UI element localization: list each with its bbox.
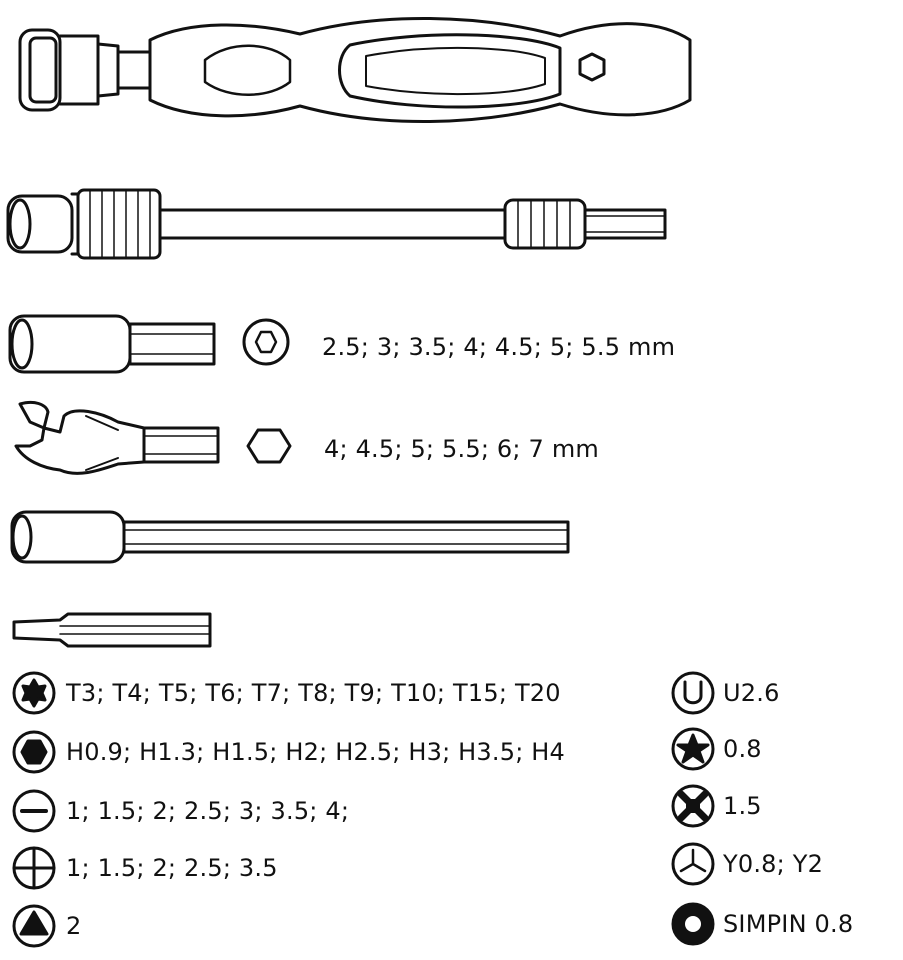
hexagon-icon xyxy=(248,430,290,462)
triangle-bits-label: 2 xyxy=(66,912,82,940)
extension-bar xyxy=(8,190,665,258)
long-socket-bit xyxy=(12,512,568,562)
pentalobe-bits-label: 0.8 xyxy=(723,735,762,763)
phillips-bits-label: 1; 1.5; 2; 2.5; 3.5 xyxy=(66,854,278,882)
triangle-icon xyxy=(14,906,54,946)
square-cross-icon xyxy=(673,786,713,826)
slotted-bits-label: 1; 1.5; 2; 2.5; 3; 3.5; 4; xyxy=(66,797,350,825)
hex-bits-label: H0.9; H1.3; H1.5; H2; H2.5; H3; H3.5; H4 xyxy=(66,738,566,766)
spanner-bit xyxy=(16,402,218,473)
u-type-bits-label: U2.6 xyxy=(723,679,780,707)
flat-bit xyxy=(14,614,210,646)
sim-pin-bits-label: SIMPIN 0.8 xyxy=(723,910,854,938)
tri-wing-icon xyxy=(673,844,713,884)
phillips-icon xyxy=(14,848,54,888)
pentalobe-icon xyxy=(673,729,713,769)
hex-socket-sizes-label: 2.5; 3; 3.5; 4; 4.5; 5; 5.5 mm xyxy=(322,333,676,361)
hex-socket-bit xyxy=(10,316,214,372)
square-cross-bits-label: 1.5 xyxy=(723,792,762,820)
u-type-icon xyxy=(673,673,713,713)
torx-icon xyxy=(14,673,54,713)
hex-nut-icon xyxy=(244,320,288,364)
spanner-sizes-label: 4; 4.5; 5; 5.5; 6; 7 mm xyxy=(324,435,599,463)
slotted-icon xyxy=(14,791,54,831)
screwdriver-handle xyxy=(20,18,690,121)
tri-wing-bits-label: Y0.8; Y2 xyxy=(723,850,824,878)
torx-bits-label: T3; T4; T5; T6; T7; T8; T9; T10; T15; T20 xyxy=(66,679,561,707)
hex-icon xyxy=(14,732,54,772)
sim-pin-icon xyxy=(673,904,713,944)
